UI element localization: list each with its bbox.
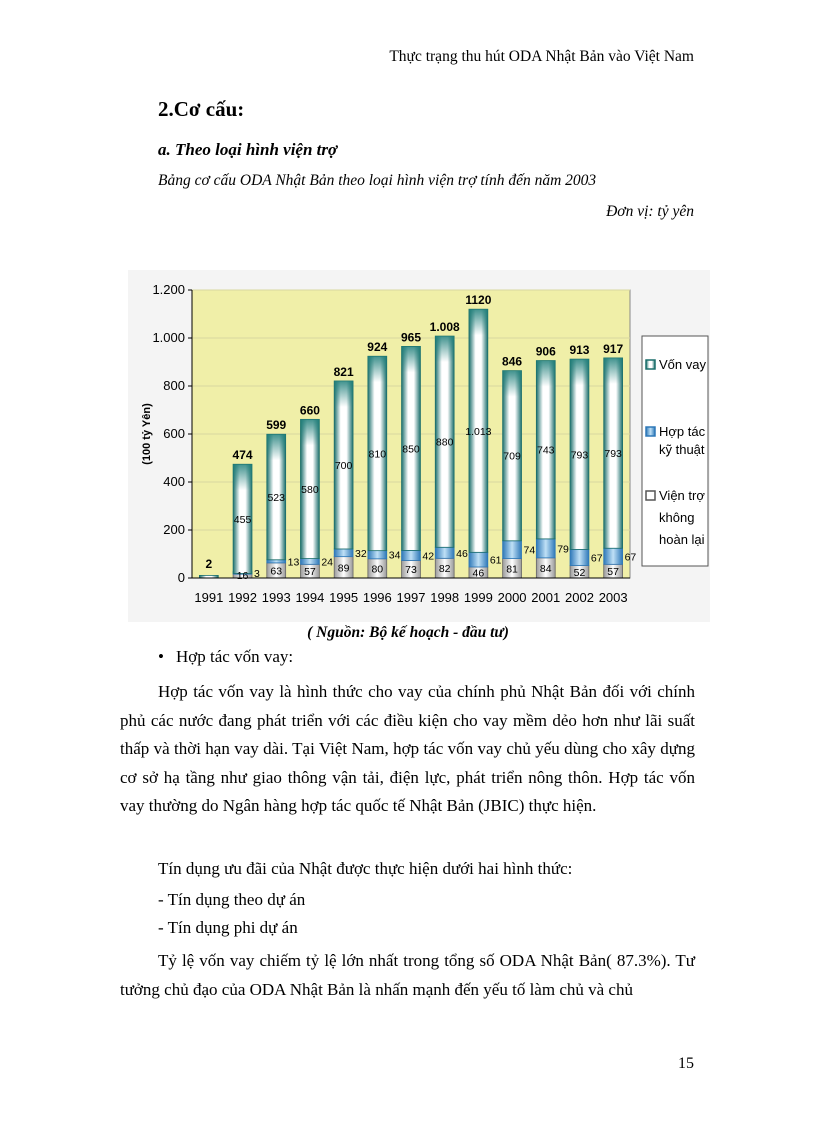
chart-legend <box>642 336 708 566</box>
x-tick-label: 1995 <box>329 590 359 605</box>
loan-value-label: 810 <box>368 448 387 461</box>
tech-value-label: 67 <box>590 552 603 565</box>
unit-label: Đơn vị: tỷ yên <box>606 203 694 220</box>
tech-value-label: 32 <box>355 547 367 560</box>
x-tick-label: 2001 <box>531 590 561 605</box>
bar-total-label: 913 <box>569 343 590 358</box>
bullet-symbol: • <box>158 647 164 666</box>
bar-total-label: 1120 <box>465 293 492 308</box>
grant-value-label: 82 <box>438 563 451 576</box>
grant-value-label: 52 <box>573 566 586 579</box>
tech-value-label: 13 <box>287 556 300 569</box>
loan-value-label: 880 <box>435 436 454 449</box>
running-header: Thực trạng thu hút ODA Nhật Bản vào Việt Nam <box>389 48 694 65</box>
paragraph-loan-cooperation: Hợp tác vốn vay là hình thức cho vay của chính phủ Nhật Bản đối với chính phủ các nước đang phát triển với các điều kiện cho vay mềm dẻo hơn như lãi suất thấp và thời hạn vay dài. Tại Việt Nam, hợp tác vốn vay chủ yếu dùng cho xây dựng cơ sở hạ tầng như giao thông vận tải, điện lực, phát triển nông thôn. Hợp tác vốn vay thường do Ngân hàng hợp tác quốc tế Nhật Bản (JBIC) thực hiện. <box>120 682 695 816</box>
x-tick-label: 1994 <box>295 590 325 605</box>
legend-swatch-loan <box>646 360 655 369</box>
legend-label-loan: Vốn vay <box>659 357 706 372</box>
bar-segment-tech <box>300 559 319 565</box>
tech-value-label: 67 <box>624 551 637 564</box>
x-tick-label: 2002 <box>565 590 594 605</box>
dash-item-project: - Tín dụng theo dự án <box>158 890 306 909</box>
bar-total-label: 1.008 <box>429 320 460 335</box>
x-tick-label: 1999 <box>463 590 493 605</box>
loan-value-label: 793 <box>604 448 622 461</box>
table-caption: Bảng cơ cấu ODA Nhật Bản theo loại hình viện trợ tính đến năm 2003 <box>158 172 597 189</box>
page-number: 15 <box>678 1055 694 1072</box>
chart-source: ( Nguồn: Bộ kế hoạch - đầu tư) <box>307 624 509 641</box>
bar-segment-tech <box>267 560 286 563</box>
grant-value-label: 16 <box>236 570 249 582</box>
grant-value-label: 89 <box>337 562 350 575</box>
grant-value-label: 80 <box>371 563 384 576</box>
bar-top-shade <box>233 464 252 490</box>
bar-segment-tech <box>570 549 589 565</box>
tech-value-label: 42 <box>422 550 435 563</box>
chart <box>128 270 710 622</box>
x-tick-label: 1993 <box>261 590 291 605</box>
bar-segment-tech <box>604 548 623 564</box>
bar-segment-tech <box>402 550 421 560</box>
bullet-text: Hợp tác vốn vay: <box>176 647 294 666</box>
section-title: 2.Cơ cấu: <box>158 97 245 121</box>
bar-total-label: 906 <box>535 344 556 359</box>
bar-top-shade <box>570 359 589 385</box>
legend-label-tech-1: Hợp tác <box>659 424 706 439</box>
body-text-3 <box>120 947 695 1004</box>
bar-segment-tech <box>334 549 353 557</box>
x-tick-label: 1991 <box>194 590 224 605</box>
loan-value-label: 580 <box>301 483 319 496</box>
bar-segment-tech <box>435 547 454 558</box>
y-axis-label: (100 tỷ Yên) <box>141 403 153 465</box>
tech-value-label: 3 <box>253 567 260 580</box>
bar-total-label: 965 <box>400 330 422 345</box>
bar-total-label: 846 <box>502 354 523 369</box>
y-tick-label: 1.000 <box>152 330 185 345</box>
loan-value-label: 793 <box>570 449 589 462</box>
body-text-2 <box>120 855 695 884</box>
bar-top-shade <box>469 309 488 335</box>
y-tick-label: 600 <box>163 426 185 441</box>
paragraph-loan-ratio: Tỷ lệ vốn vay chiếm tỷ lệ lớn nhất trong tổng số ODA Nhật Bản( 87.3%). Tư tưởng chủ đạo của ODA Nhật Bản là nhấn mạnh đến yếu tố làm chủ và chủ <box>120 951 695 999</box>
x-tick-label: 2003 <box>598 590 628 605</box>
dash-item-non-project: - Tín dụng phi dự án <box>158 918 298 937</box>
loan-value-label: 455 <box>233 513 252 526</box>
y-tick-label: 400 <box>163 474 185 489</box>
x-tick-label: 1996 <box>362 590 392 605</box>
bar-top-shade <box>536 361 555 387</box>
grant-value-label: 46 <box>472 567 485 580</box>
loan-value-label: 850 <box>402 443 420 456</box>
loan-value-label: 743 <box>537 444 555 457</box>
y-tick-label: 200 <box>163 522 185 537</box>
legend-label-grant-3: hoàn lại <box>659 532 705 547</box>
bar-segment-tech <box>503 541 522 559</box>
legend-label-grant-2: không <box>659 510 695 525</box>
bar-top-shade <box>435 336 454 362</box>
bar-top-shade <box>267 434 286 460</box>
stacked-bar-chart <box>128 270 710 622</box>
body-text-1 <box>120 678 695 821</box>
tech-value-label: 46 <box>456 547 468 560</box>
legend-swatch-grant <box>646 491 655 500</box>
bar-segment-tech <box>536 539 555 558</box>
subsection-title: a. Theo loại hình viện trợ <box>158 140 338 159</box>
legend-label-grant-1: Viện trợ <box>659 488 705 503</box>
bar-segment-tech <box>469 552 488 567</box>
grant-value-label: 63 <box>270 565 283 578</box>
bar-top-shade <box>368 356 387 382</box>
x-tick-label: 1997 <box>396 590 426 605</box>
tech-value-label: 24 <box>321 556 334 569</box>
paragraph-credit-forms: Tín dụng ưu đãi của Nhật được thực hiện dưới hai hình thức: <box>158 859 573 878</box>
legend-swatch-tech <box>646 427 655 436</box>
bar-total-label: 474 <box>232 448 253 463</box>
bar-top-shade <box>503 371 522 397</box>
x-tick-label: 1992 <box>228 590 257 605</box>
grant-value-label: 57 <box>607 566 619 579</box>
grant-value-label: 57 <box>304 566 316 579</box>
bar-top-shade <box>334 381 353 407</box>
y-tick-label: 800 <box>163 378 185 393</box>
x-tick-label: 1998 <box>430 590 460 605</box>
tech-value-label: 74 <box>523 544 536 557</box>
loan-value-label: 1.013 <box>465 425 492 438</box>
bar-total-label: 917 <box>603 341 624 356</box>
bullet-item <box>158 647 293 667</box>
loan-value-label: 523 <box>267 492 285 504</box>
bar-total-label: 599 <box>266 418 287 433</box>
bar-top-shade <box>402 346 421 372</box>
tech-value-label: 61 <box>489 554 502 567</box>
bar-total-label: 924 <box>367 340 388 355</box>
grant-value-label: 81 <box>506 563 518 576</box>
x-tick-label: 2000 <box>497 590 527 605</box>
y-tick-label: 0 <box>177 570 185 585</box>
bar-top-shade <box>604 358 623 384</box>
bar-total-label: 2 <box>205 557 213 571</box>
bar-total-label: 821 <box>333 364 354 379</box>
y-tick-label: 1.200 <box>152 282 185 297</box>
grant-value-label: 84 <box>539 562 552 575</box>
loan-value-label: 709 <box>503 450 521 463</box>
legend-label-tech-2: kỹ thuật <box>659 442 705 457</box>
bar-segment-tech <box>368 551 387 559</box>
tech-value-label: 34 <box>388 549 401 562</box>
bar-top-shade <box>300 419 319 445</box>
tech-value-label: 79 <box>557 543 569 556</box>
bar-total-label: 660 <box>299 403 320 418</box>
loan-value-label: 700 <box>334 459 353 472</box>
grant-value-label: 73 <box>405 564 417 577</box>
